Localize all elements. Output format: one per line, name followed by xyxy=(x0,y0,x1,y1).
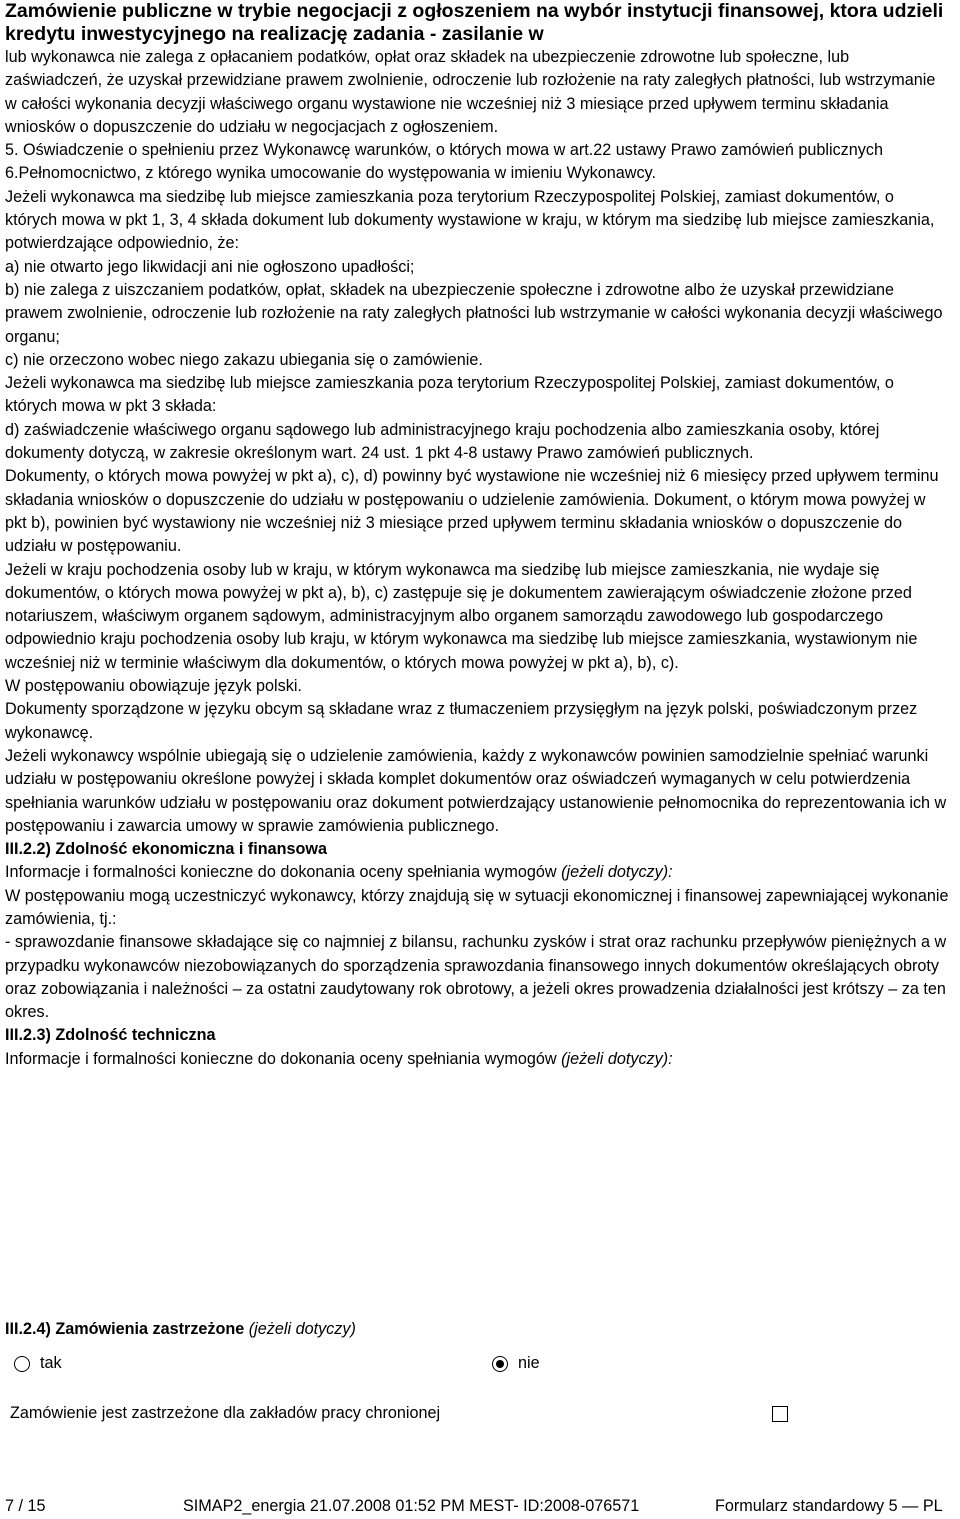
intro-note: (jeżeli dotyczy): xyxy=(561,863,673,882)
section-heading-reserved xyxy=(5,1320,356,1339)
radio-yes-label: tak xyxy=(40,1354,62,1372)
document-body xyxy=(5,46,950,1071)
section-heading-technical: III.2.3) Zdolność techniczna xyxy=(5,1026,216,1045)
paragraph: 5. Oświadczenie o spełnieniu przez Wykonawcę warunków, o których mowa w art.22 ustawy Prawo zamówień publicznych xyxy=(5,141,883,160)
document-page xyxy=(5,0,950,1071)
paragraph: lub wykonawca nie zalega z opłacaniem podatków, opłat oraz składek na ubezpieczenie zdrowotne lub społeczne, lub zaświadczeń, że uzyskał przewidziane prawem zwolnienie, odroczenie lub rozłożenie na raty zaległych płatności, lub wstrzymanie w całości wykonania decyzji właściwego organu wystawione nie wcześniej niż 3 miesiące przed upływem terminu składania wniosków o dopuszczenie do udziału w negocjacjach z ogłoszeniem. xyxy=(5,48,936,136)
intro-text: Informacje i formalności konieczne do dokonania oceny spełniania wymogów xyxy=(5,1049,557,1068)
section-heading-economic: III.2.2) Zdolność ekonomiczna i finansowa xyxy=(5,840,328,859)
paragraph: Dokumenty sporządzone w języku obcym są składane wraz z tłumaczeniem przysięgłym na język polski, poświadczonym przez wykonawcę. xyxy=(5,700,918,742)
paragraph: c) nie orzeczono wobec niego zakazu ubiegania się o zamówienie. xyxy=(5,350,483,369)
section-intro-technical xyxy=(5,1048,950,1071)
economic-text: W postępowaniu mogą uczestniczyć wykonawcy, którzy znajdują się w sytuacji ekonomicznej i finansowej zapewniającej wykonanie zamówienia, tj.: xyxy=(5,886,949,928)
form-name: Formularz standardowy 5 — PL xyxy=(715,1497,943,1515)
paragraph: d) zaświadczenie właściwego organu sądowego lub administracyjnego kraju pochodzenia albo zamieszkania osoby, której dokumenty dotyczą, w zakresie określonym wart. 24 ust. 1 pkt 4-8 ustawy Prawo zamówień publicznych. xyxy=(5,420,880,463)
paragraph: b) nie zalega z uiszczaniem podatków, opłat, składek na ubezpieczenie społeczne i zdrowotne albo że uzyskał przewidziane prawem zwolnienie, odroczenie lub rozłożenie na raty zaległych płatności lub wstrzymanie w całości wykonania decyzji właściwego organu; xyxy=(5,280,943,346)
section-intro-economic xyxy=(5,861,950,884)
economic-text: - sprawozdanie finansowe składające się co najmniej z bilansu, rachunku zysków i strat oraz rachunku przepływów pieniężnych a w przypadku wykonawców niezobowiązanych do sporządzenia sprawozdania finansowego innych dokumentów określających obroty oraz zobowiązania i należności – za ostatni zaudytowany rok obrotowy, a jeżeli okres prowadzenia działalności jest krótszy – za ten okres. xyxy=(5,933,947,1022)
intro-note: (jeżeli dotyczy): xyxy=(561,1049,673,1068)
document-title: Zamówienie publiczne w trybie negocjacji z ogłoszeniem na wybór instytucji finansowej, ktora udzieli kredytu inwestycyjnego na realizację zadania - zasilanie w xyxy=(5,0,944,45)
reserved-heading-text: III.2.4) Zamówienia zastrzeżone xyxy=(5,1320,245,1338)
page-footer xyxy=(5,1497,955,1519)
paragraph: Jeżeli wykonawca ma siedzibę lub miejsce zamieszkania poza terytorium Rzeczypospolitej Polskiej, zamiast dokumentów, o których mowa w pkt 1, 3, 4 składa dokument lub dokumenty wystawione w kraju, w którym ma siedzibę lub miejsce zamieszkania, potwierdzające odpowiednio, że: xyxy=(5,187,935,253)
paragraph: Jeżeli wykonawca ma siedzibę lub miejsce zamieszkania poza terytorium Rzeczypospolitej Polskiej, zamiast dokumentów, o których mowa w pkt 3 składa: xyxy=(5,374,894,416)
intro-text: Informacje i formalności konieczne do dokonania oceny spełniania wymogów xyxy=(5,863,557,882)
paragraph: Jeżeli w kraju pochodzenia osoby lub w kraju, w którym wykonawca ma siedzibę lub miejsce zamieszkania, nie wydaje się dokumentów, o których mowa powyżej w pkt a), b), c) zastępuje się je dokumentem zawierającym oświadczenie złożone przed notariuszem, właściwym organem sądowym, administracyjnym albo organem samorządu zawodowego lub gospodarczego odpowiednio kraju pochodzenia osoby lub kraju, w którym wykonawca ma siedzibę lub miejsce zamieszkania, wystawionym nie wcześniej niż w terminie właściwym dla dokumentów, o których mowa powyżej w pkt a), b), c). xyxy=(5,560,918,672)
paragraph: Dokumenty, o których mowa powyżej w pkt a), c), d) powinny być wystawione nie wcześniej niż 6 miesięcy przed upływem terminu składania wniosków o dopuszczenie do udziału w postępowaniu o udzielenie zamówienia. Dokument, o którym mowa powyżej w pkt b), powinien być wystawiony nie wcześniej niż 3 miesiące przed upływem terminu składania wniosków o dopuszczenie do udziału w postępowaniu. xyxy=(5,467,939,556)
reserved-heading-note: (jeżeli dotyczy) xyxy=(248,1320,356,1338)
page-number: 7 / 15 xyxy=(5,1497,46,1515)
radio-no-label: nie xyxy=(518,1354,540,1372)
paragraph: Jeżeli wykonawcy wspólnie ubiegają się o udzielenie zamówienia, każdy z wykonawców powinien samodzielnie spełniać warunki udziału w postępowaniu określone powyżej i składa komplet dokumentów oraz oświadczeń wymaganych w celu potwierdzenia spełniania warunków udziału w postępowaniu oraz dokument potwierdzający ustanowienie pełnomocnika do reprezentowania ich w postępowaniu i zawarcia umowy w sprawie zamówienia publicznego. xyxy=(5,746,947,835)
paragraph: a) nie otwarto jego likwidacji ani nie ogłoszono upadłości; xyxy=(5,257,415,276)
paragraph: 6.Pełnomocnictwo, z którego wynika umocowanie do występowania w imieniu Wykonawcy. xyxy=(5,164,656,183)
paragraph: W postępowaniu obowiązuje język polski. xyxy=(5,677,302,696)
document-id: SIMAP2_energia 21.07.2008 01:52 PM MEST- ID:2008-076571 xyxy=(183,1497,640,1515)
radio-yes[interactable] xyxy=(14,1356,30,1372)
reserved-radio-group xyxy=(14,1354,914,1378)
radio-no[interactable] xyxy=(492,1356,508,1372)
sheltered-checkbox[interactable] xyxy=(772,1406,788,1422)
sheltered-label: Zamówienie jest zastrzeżone dla zakładów pracy chronionej xyxy=(10,1404,441,1422)
